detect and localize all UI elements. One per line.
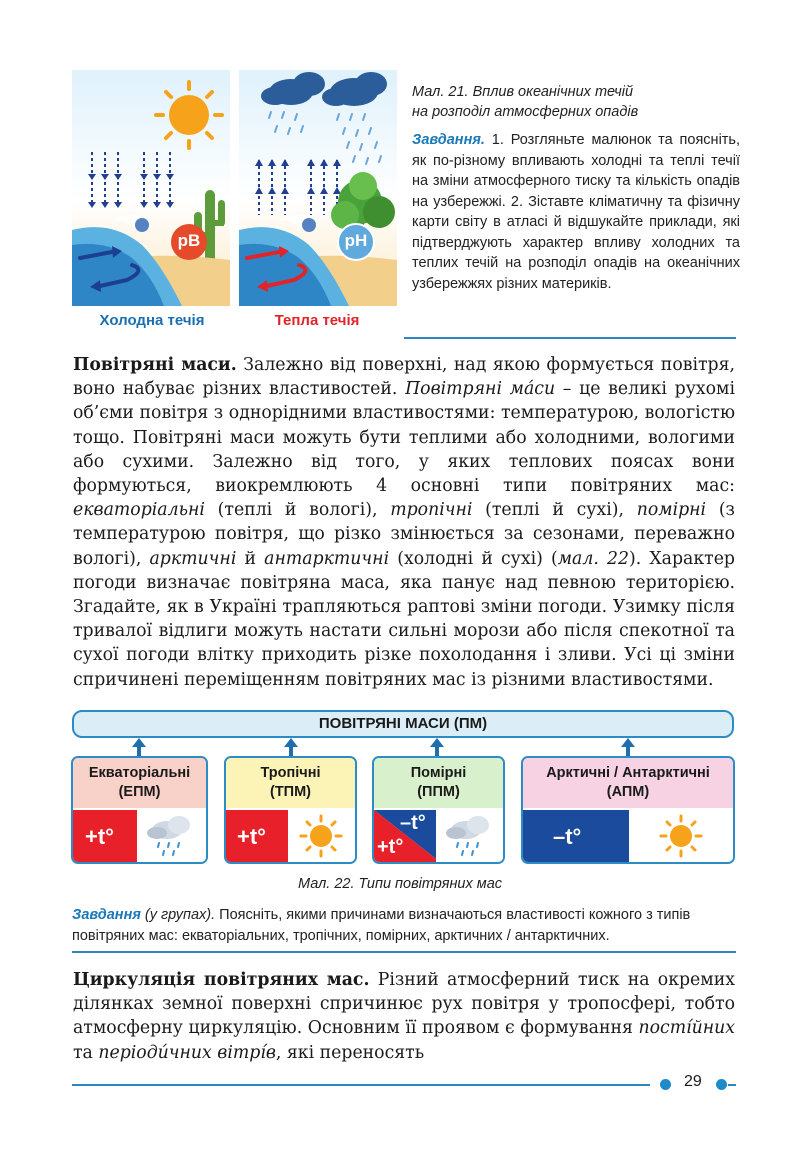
page-number: 29 (684, 1073, 702, 1090)
high-pressure-label: рВ (177, 231, 201, 250)
figure-22-task (72, 905, 740, 947)
figure-22-caption: Мал. 22. Типи повітряних мас (297, 876, 503, 892)
equatorial-air-mass-box (71, 756, 208, 864)
arctic-air-mass-box (521, 756, 735, 864)
mass-abbr: (ТПМ) (269, 784, 311, 800)
box-header (226, 758, 355, 808)
task-label: Завдання (72, 907, 141, 923)
box-header (73, 758, 206, 808)
warm-current-illustration (239, 70, 397, 306)
term: Повітряні ма́си (405, 379, 556, 400)
warm-cell (73, 810, 137, 862)
mass-name: Тропічні (260, 765, 321, 781)
figure-21-caption-line1: Мал. 21. Вплив океанічних течій (412, 84, 634, 100)
arrow-up-icon (435, 746, 439, 756)
mass-abbr: (АПМ) (606, 784, 650, 800)
term: тропічні (390, 500, 473, 521)
box-header (523, 758, 733, 808)
temperate-air-mass-box (372, 756, 505, 864)
arrow-up-icon (137, 746, 141, 756)
mass-name: Помірні (410, 765, 467, 781)
figure-reference: мал. 22 (557, 548, 629, 569)
sun-icon (156, 82, 222, 148)
rain-cloud-icon (137, 810, 206, 862)
text-run: , які переносять (275, 1042, 425, 1063)
mass-name: Екваторіальні (88, 765, 191, 781)
footer-line (72, 1084, 650, 1086)
temperature-symbol: +t° (377, 836, 404, 858)
rain-cloud-icon (436, 810, 503, 862)
term: антарктичні (264, 548, 390, 569)
sun-icon (629, 810, 733, 862)
mass-abbr: (ППМ) (417, 784, 460, 800)
cold-cell (523, 810, 629, 862)
task-label-suffix: (у групах). (140, 907, 216, 923)
rain-cloud-icon (261, 72, 387, 106)
term: пості́йних (638, 1018, 735, 1039)
section-heading: Повітряні маси. (73, 355, 237, 375)
mass-name: Арктичні / Антарктичні (546, 765, 710, 781)
cold-current-caption: Холодна течія (99, 312, 205, 329)
temperature-symbol: –t° (553, 824, 582, 849)
text-run: – це великі рухомі об’єми повітря з однорідними властивостями: температурою, вологістю тощо. Повітряні маси можуть бути теплими або холодними, вологими або сухими. Залежно від того, у яких теплових поясах вони формуються, виокремлюють 4 основні типи повітряних мас: (73, 379, 735, 497)
footer-dot-icon (716, 1079, 727, 1090)
figure-21-caption-line2: на розподіл атмосферних опадів (412, 104, 639, 120)
term: періоди́чних вітрі́в (98, 1042, 276, 1063)
cold-current-illustration (72, 70, 230, 306)
text-run: ). Характер погоди визначає повітряна маса, яка панує над певною територією. Згадайте, як в Україні трапляються раптові зміни погоди. Узимку після тривалої відлиги можуть настати сильні морози або після спекотної та сухої погоди влітку приходить різке похолодання і зливи. Усі ці зміни спричинені переміщенням повітряних мас із різними властивостями. (73, 548, 735, 690)
figure-21-caption (412, 82, 742, 122)
text-run: Різний атмосферний тиск на окремих ділянках земної поверхні спричинює рух повітря у тропосфері, тобто атмосферну циркуляцію. Основним її проявом є формування (73, 970, 735, 1039)
circulation-paragraph (73, 968, 735, 1065)
warm-current-caption: Тепла течія (274, 312, 360, 329)
temperature-symbol: +t° (237, 824, 266, 849)
mass-abbr: (ЕПМ) (118, 784, 161, 800)
text-run: (теплі й вологі), (204, 500, 391, 521)
box-header (374, 758, 503, 808)
tropical-air-mass-box (224, 756, 357, 864)
text-run: (холодні й сухі) ( (389, 548, 558, 569)
footer-line-end (728, 1084, 736, 1086)
task-text: 1. Розгляньте малюнок та поясніть, як по-різному впливають холодні та теплі течії на зміни атмосферного тиску та кількість опадів на узбережжі. 2. Зіставте кліматичну та фізичну карти світу в атласі й відшукайте приклади, які підтверджують характер впливу холодних та теплих течій на розподіл опадів на океанічних узбережжях різних материків. (412, 132, 741, 292)
temperature-symbol: –t° (400, 812, 426, 834)
task-text: Поясніть, якими причинами визначаються властивості кожного з типів повітряних мас: екваторіальних, тропічних, помірних, арктичних / антарктичних. (72, 907, 691, 944)
warm-cell (226, 810, 288, 862)
term: помірні (636, 500, 707, 521)
divider (404, 337, 736, 339)
air-masses-diagram-title: ПОВІТРЯНІ МАСИ (ПМ) (72, 710, 734, 738)
air-masses-paragraph (73, 353, 735, 692)
figure-21-task (412, 130, 740, 294)
divider (72, 951, 736, 953)
temperature-symbol: +t° (85, 824, 114, 849)
sun-icon (288, 810, 355, 862)
text-run: Залежно від поверхні, над якою формується повітря, воно набуває різних властивостей. (73, 355, 735, 400)
task-label: Завдання. (412, 132, 485, 148)
low-pressure-label: рН (344, 231, 368, 250)
section-heading: Циркуляція повітряних мас. (73, 970, 370, 990)
arrow-up-icon (626, 746, 630, 756)
arrow-up-icon (289, 746, 293, 756)
mixed-cell (374, 810, 436, 862)
text-run: (теплі й сухі), (472, 500, 637, 521)
text-run: та (73, 1042, 99, 1063)
term: екваторіальні (73, 500, 205, 521)
term: арктичні (149, 548, 237, 569)
text-run: (з температурою повітря, що різко змінюється за сезонами, переважно вологі), (73, 500, 735, 569)
text-run: й (236, 548, 265, 569)
footer-dot-icon (660, 1079, 671, 1090)
